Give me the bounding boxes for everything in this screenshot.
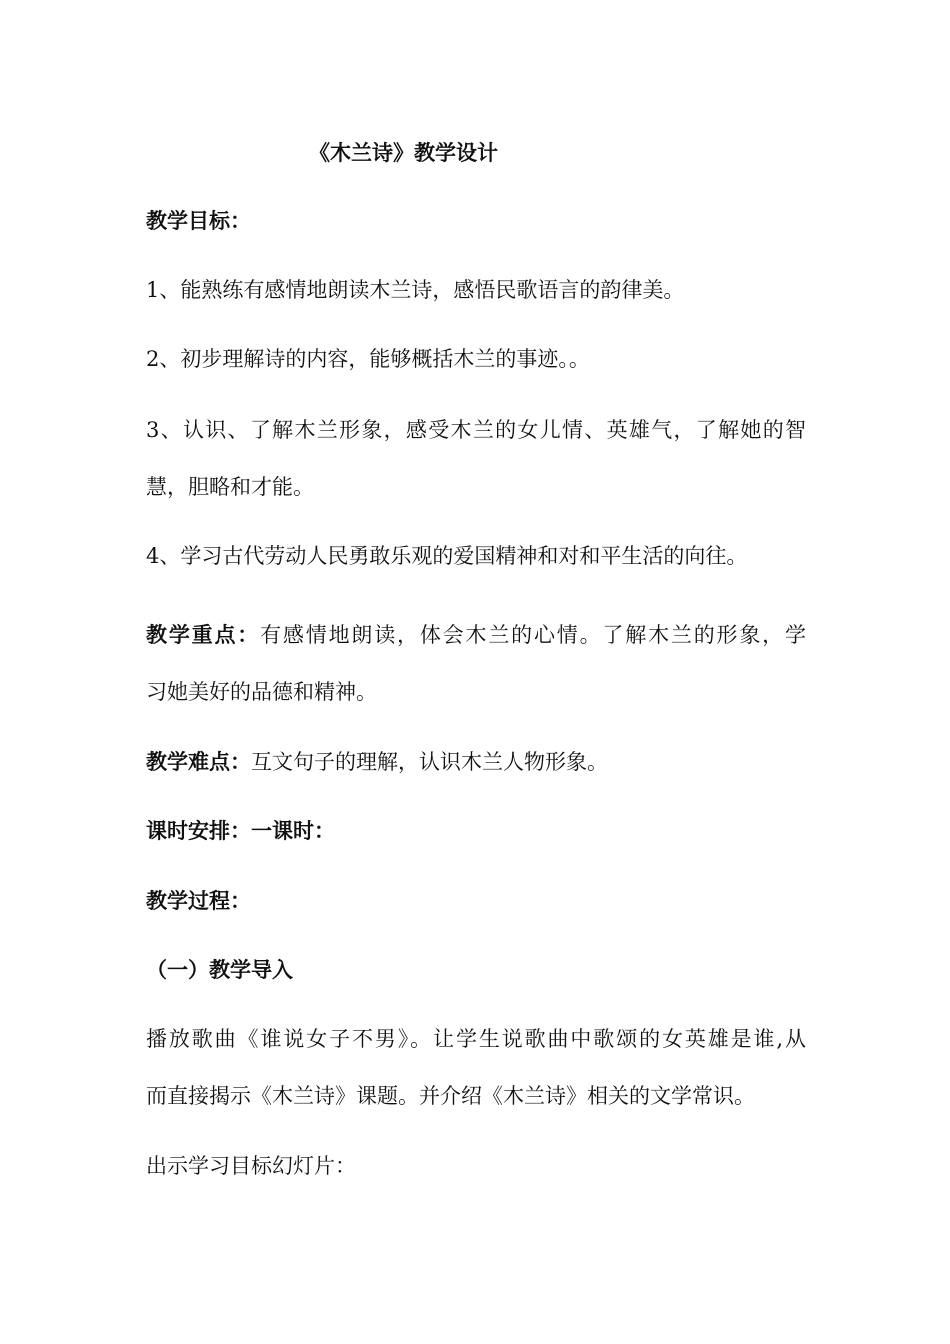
objective-item-3-line1: 3、认识、了解木兰形象，感受木兰的女儿情、英雄气，了解她的智 <box>146 418 806 442</box>
objective-item-2: 2、初步理解诗的内容，能够概括木兰的事迹。。 <box>146 347 590 371</box>
schedule-heading: 课时安排：一课时： <box>146 819 335 843</box>
difficulties-label: 教学难点： <box>146 750 251 774</box>
objective-item-1: 1、能熟练有感情地朗读木兰诗，感悟民歌语言的韵律美。 <box>146 278 685 302</box>
objective-item-4: 4、学习古代劳动人民勇敢乐观的爱国精神和对和平生活的向往。 <box>146 544 748 568</box>
intro-paragraph-line2: 而直接揭示《木兰诗》课题。并介绍《木兰诗》相关的文学常识。 <box>146 1084 755 1108</box>
key-points-line2: 习她美好的品德和精神。 <box>146 680 377 704</box>
difficulties-line <box>146 747 608 777</box>
intro-paragraph-line1: 播放歌曲《谁说女子不男》。让学生说歌曲中歌颂的女英雄是谁,从 <box>146 1027 806 1051</box>
objectives-heading: 教学目标： <box>146 209 251 233</box>
key-points-text-1: 有感情地朗读，体会木兰的心情。了解木兰的形象，学 <box>260 623 807 647</box>
document-title: 《木兰诗》教学设计 <box>309 141 498 165</box>
key-points-label: 教学重点： <box>146 623 261 647</box>
section1-heading: （一）教学导入 <box>146 958 293 982</box>
slide-instruction: 出示学习目标幻灯片： <box>146 1154 356 1178</box>
process-heading: 教学过程： <box>146 889 251 913</box>
key-points-line1 <box>146 620 806 650</box>
difficulties-text: 互文句子的理解，认识木兰人物形象。 <box>251 750 608 774</box>
objective-item-3-line2: 慧，胆略和才能。 <box>146 475 314 499</box>
